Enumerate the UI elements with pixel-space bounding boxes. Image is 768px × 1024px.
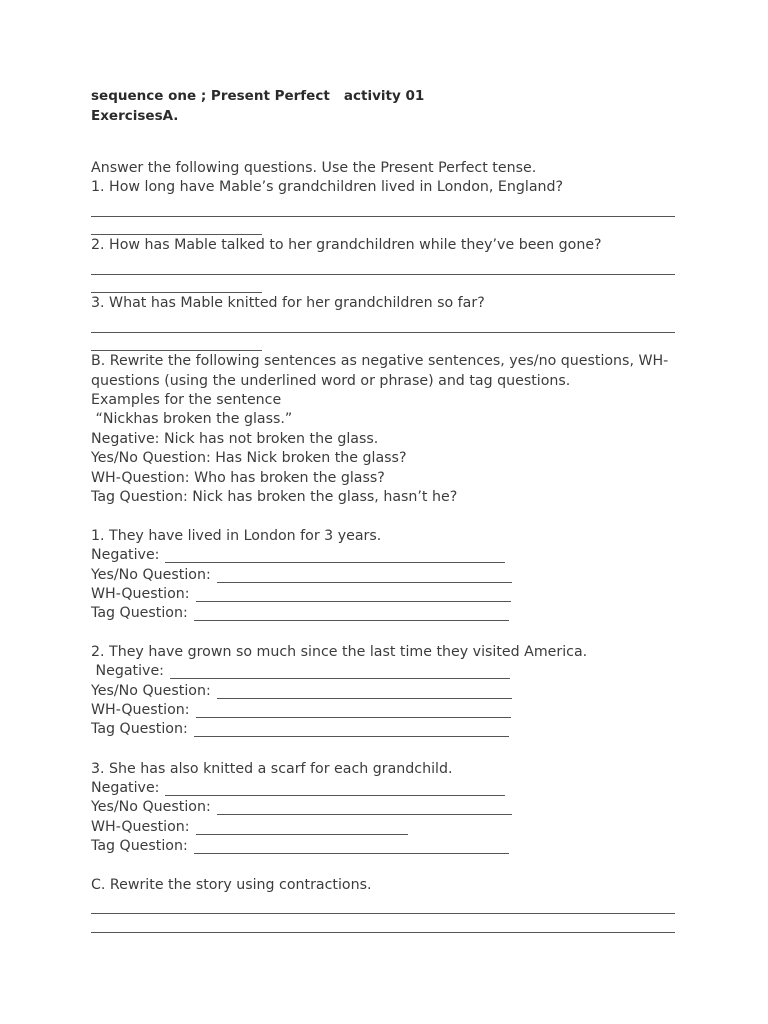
worksheet-header xyxy=(91,87,424,126)
answer-line[interactable] xyxy=(217,582,512,583)
tag-label: Tag Question: xyxy=(91,838,188,854)
wh-label: WH-Question: xyxy=(91,702,190,718)
answer-line[interactable] xyxy=(196,717,511,718)
item-3-tag xyxy=(91,837,509,857)
answer-line[interactable] xyxy=(91,913,675,914)
answer-line[interactable] xyxy=(196,834,408,835)
answer-line[interactable] xyxy=(91,234,262,235)
section-a-question-1: 1. How long have Mable’s grandchildren lived in London, England? xyxy=(91,179,564,195)
answer-line[interactable] xyxy=(91,216,675,217)
example-sentence: “Nickhas broken the glass.” xyxy=(91,411,293,427)
answer-line[interactable] xyxy=(194,620,509,621)
answer-line[interactable] xyxy=(91,332,675,333)
item-1-negative xyxy=(91,546,505,566)
yesno-label: Yes/No Question: xyxy=(91,683,211,699)
section-a-question-3: 3. What has Mable knitted for her grandchildren so far? xyxy=(91,295,485,311)
item-2-negative xyxy=(91,662,510,682)
negative-label: Negative: xyxy=(91,547,160,563)
item-3-negative xyxy=(91,779,505,799)
answer-line[interactable] xyxy=(91,932,675,933)
item-2-yesno xyxy=(91,682,512,702)
answer-line[interactable] xyxy=(165,562,505,563)
answer-line[interactable] xyxy=(194,736,509,737)
worksheet-subtitle: ExercisesA. xyxy=(91,107,179,124)
item-3-yesno xyxy=(91,798,512,818)
worksheet-title: sequence one ; Present Perfect activity 01 xyxy=(91,88,425,104)
answer-line[interactable] xyxy=(91,350,262,351)
item-1-yesno xyxy=(91,566,512,586)
negative-label: Negative: xyxy=(91,780,160,796)
answer-line[interactable] xyxy=(217,698,512,699)
negative-label: Negative: xyxy=(91,663,164,679)
item-2-sentence: 2. They have grown so much since the last time they visited America. xyxy=(91,644,588,660)
tag-label: Tag Question: xyxy=(91,721,188,737)
answer-line[interactable] xyxy=(194,853,509,854)
item-3-sentence: 3. She has also knitted a scarf for each grandchild. xyxy=(91,761,453,777)
item-3-wh xyxy=(91,818,408,838)
section-a-instruction: Answer the following questions. Use the Present Perfect tense. xyxy=(91,160,537,176)
item-2-wh xyxy=(91,701,511,721)
section-c-instruction: C. Rewrite the story using contractions. xyxy=(91,877,372,893)
section-a-question-2: 2. How has Mable talked to her grandchildren while they’ve been gone? xyxy=(91,237,602,253)
yesno-label: Yes/No Question: xyxy=(91,567,211,583)
answer-line[interactable] xyxy=(196,601,511,602)
wh-label: WH-Question: xyxy=(91,586,190,602)
answer-line[interactable] xyxy=(165,795,505,796)
yesno-label: Yes/No Question: xyxy=(91,799,211,815)
example-tag: Tag Question: Nick has broken the glass, hasn’t he? xyxy=(91,489,458,505)
answer-line[interactable] xyxy=(91,292,262,293)
item-1-wh xyxy=(91,585,511,605)
examples-intro: Examples for the sentence xyxy=(91,392,282,408)
section-b-instruction: B. Rewrite the following sentences as negative sentences, yes/no questions, WH- xyxy=(91,353,669,369)
wh-label: WH-Question: xyxy=(91,819,190,835)
tag-label: Tag Question: xyxy=(91,605,188,621)
example-negative: Negative: Nick has not broken the glass. xyxy=(91,431,379,447)
answer-line[interactable] xyxy=(217,814,512,815)
example-wh: WH-Question: Who has broken the glass? xyxy=(91,470,385,486)
answer-line[interactable] xyxy=(170,678,510,679)
section-b-instruction: questions (using the underlined word or phrase) and tag questions. xyxy=(91,373,571,389)
example-yesno: Yes/No Question: Has Nick broken the glass? xyxy=(91,450,407,466)
answer-line[interactable] xyxy=(91,274,675,275)
item-2-tag xyxy=(91,720,509,740)
item-1-tag xyxy=(91,604,509,624)
item-1-sentence: 1. They have lived in London for 3 years. xyxy=(91,528,382,544)
